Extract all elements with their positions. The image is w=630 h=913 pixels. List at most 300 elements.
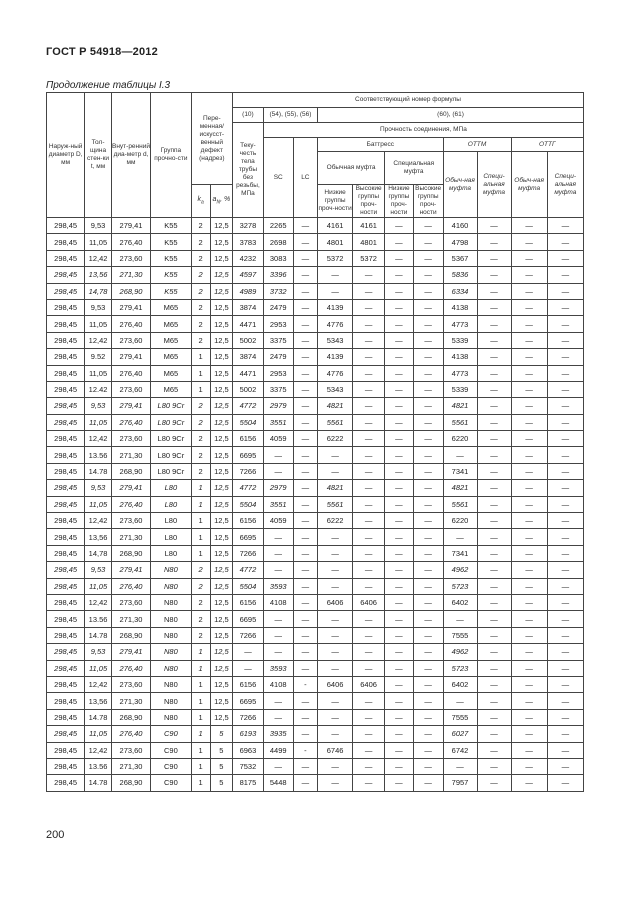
cell-ottg-regular: — (511, 676, 547, 692)
cell-inner-diameter: 268,90 (111, 463, 150, 479)
cell-wall-thickness: 11,05 (85, 234, 112, 250)
cell-yield: 7532 (233, 758, 264, 774)
cell-buttress-reg-low: 4801 (318, 234, 353, 250)
cell-wall-thickness: 9,53 (85, 562, 112, 578)
table-row (47, 447, 584, 463)
cell-yield: 6156 (233, 431, 264, 447)
cell-ottm-special: — (477, 250, 511, 266)
cell-yield: 5002 (233, 332, 264, 348)
cell-an: 12,5 (210, 611, 232, 627)
cell-ottg-special: — (547, 414, 583, 430)
table-row (47, 660, 584, 676)
header-buttress: Баттресс (318, 138, 443, 152)
cell-outer-diameter: 298,45 (47, 414, 85, 430)
cell-ka: 1 (191, 742, 210, 758)
data-table (46, 92, 584, 792)
cell-outer-diameter: 298,45 (47, 513, 85, 529)
header-buttress-regular-low: Низкие группы проч-ности (318, 185, 353, 218)
cell-ottg-special: — (547, 513, 583, 529)
cell-inner-diameter: 268,90 (111, 283, 150, 299)
header-yield-body: Теку-честь тела трубы без резьбы, МПа (233, 123, 264, 218)
cell-buttress-reg-low: — (318, 545, 353, 561)
cell-ottm-special: — (477, 332, 511, 348)
cell-ottg-regular: — (511, 299, 547, 315)
table-row (47, 594, 584, 610)
cell-strength-group: L80 9Cr (151, 463, 191, 479)
cell-strength-group: L80 (151, 480, 191, 496)
header-formula-54-56: (54), (55), (56) (263, 108, 317, 123)
cell-ottm-regular: — (443, 529, 477, 545)
cell-ottg-special: — (547, 594, 583, 610)
cell-ottm-special: — (477, 758, 511, 774)
table-row (47, 414, 584, 430)
cell-buttress-reg-low: — (318, 463, 353, 479)
table-row (47, 365, 584, 381)
cell-ottm-special: — (477, 299, 511, 315)
cell-strength-group: C90 (151, 775, 191, 791)
header-ka: $k_a$ (191, 185, 210, 218)
cell-lc: — (293, 463, 317, 479)
cell-ottm-regular: 4773 (443, 365, 477, 381)
cell-buttress-spec-high: — (413, 431, 443, 447)
cell-wall-thickness: 11,05 (85, 365, 112, 381)
cell-ottm-regular: 5836 (443, 267, 477, 283)
table-row (47, 611, 584, 627)
cell-ottg-regular: — (511, 644, 547, 660)
cell-wall-thickness: 14.78 (85, 627, 112, 643)
cell-sc: 3593 (263, 660, 293, 676)
cell-buttress-reg-low: 6746 (318, 742, 353, 758)
cell-ottm-regular: — (443, 611, 477, 627)
table-row (47, 676, 584, 692)
cell-an: 12,5 (210, 431, 232, 447)
cell-buttress-reg-high: — (353, 742, 385, 758)
cell-inner-diameter: 268,90 (111, 627, 150, 643)
cell-ottg-regular: — (511, 709, 547, 725)
cell-ottg-special: — (547, 267, 583, 283)
cell-ottg-special: — (547, 726, 583, 742)
cell-inner-diameter: 276,40 (111, 316, 150, 332)
cell-buttress-spec-low: — (385, 496, 414, 512)
cell-buttress-reg-high: 5372 (353, 250, 385, 266)
cell-inner-diameter: 268,90 (111, 545, 150, 561)
cell-buttress-reg-low: 4161 (318, 218, 353, 234)
cell-lc: — (293, 709, 317, 725)
cell-outer-diameter: 298,45 (47, 365, 85, 381)
cell-ottg-special: — (547, 775, 583, 791)
cell-ottg-regular: — (511, 578, 547, 594)
cell-an: 12,5 (210, 316, 232, 332)
cell-buttress-spec-high: — (413, 611, 443, 627)
table-row (47, 234, 584, 250)
cell-ottg-regular: — (511, 562, 547, 578)
cell-buttress-reg-low: — (318, 267, 353, 283)
cell-ottg-special: — (547, 250, 583, 266)
cell-an: 12,5 (210, 529, 232, 545)
cell-buttress-spec-low: — (385, 742, 414, 758)
cell-ottg-regular: — (511, 627, 547, 643)
cell-ottm-regular: 5723 (443, 660, 477, 676)
cell-buttress-reg-high: — (353, 611, 385, 627)
cell-ottm-regular: 6220 (443, 431, 477, 447)
cell-an: 12,5 (210, 250, 232, 266)
cell-buttress-spec-low: — (385, 299, 414, 315)
cell-buttress-reg-low: — (318, 283, 353, 299)
cell-outer-diameter: 298,45 (47, 660, 85, 676)
cell-an: 12,5 (210, 447, 232, 463)
cell-buttress-reg-high: — (353, 299, 385, 315)
cell-ottg-special: — (547, 480, 583, 496)
cell-inner-diameter: 276,40 (111, 496, 150, 512)
cell-ka: 2 (191, 627, 210, 643)
table-row (47, 513, 584, 529)
cell-strength-group: N80 (151, 578, 191, 594)
cell-buttress-reg-low: — (318, 529, 353, 545)
header-buttress-special-high: Высокие группы проч-ности (415, 185, 442, 216)
cell-lc: — (293, 693, 317, 709)
cell-sc: 3375 (263, 332, 293, 348)
cell-buttress-reg-low: 4821 (318, 480, 353, 496)
cell-outer-diameter: 298,45 (47, 496, 85, 512)
cell-ottg-regular: — (511, 349, 547, 365)
cell-ottg-special: — (547, 218, 583, 234)
cell-buttress-reg-high: — (353, 381, 385, 397)
cell-ka: 2 (191, 267, 210, 283)
cell-ottm-special: — (477, 513, 511, 529)
cell-strength-group: N80 (151, 627, 191, 643)
cell-ottm-regular: 7957 (443, 775, 477, 791)
cell-wall-thickness: 14.78 (85, 709, 112, 725)
cell-buttress-reg-high: — (353, 316, 385, 332)
cell-sc: — (263, 611, 293, 627)
cell-ottg-special: — (547, 545, 583, 561)
cell-outer-diameter: 298,45 (47, 627, 85, 643)
cell-sc: 4108 (263, 676, 293, 692)
cell-ka: 1 (191, 660, 210, 676)
cell-lc: — (293, 398, 317, 414)
header-ottm-regular: Обыч-ная муфта (443, 152, 477, 218)
table-row (47, 562, 584, 578)
cell-ka: 1 (191, 365, 210, 381)
cell-sc: 4059 (263, 513, 293, 529)
cell-outer-diameter: 298,45 (47, 398, 85, 414)
cell-ottg-special: — (547, 742, 583, 758)
cell-ottm-regular: 6220 (443, 513, 477, 529)
cell-wall-thickness: 13,56 (85, 693, 112, 709)
table-row (47, 250, 584, 266)
header-regular-coupling: Обычная муфта (318, 152, 385, 185)
cell-lc: — (293, 267, 317, 283)
cell-ottm-regular: 5339 (443, 332, 477, 348)
cell-buttress-spec-high: — (413, 234, 443, 250)
cell-ka: 2 (191, 234, 210, 250)
header-buttress-special-low: Низкие группы проч-ности (385, 185, 414, 218)
cell-wall-thickness: 14,78 (85, 283, 112, 299)
cell-buttress-spec-high: — (413, 299, 443, 315)
cell-an: 12,5 (210, 676, 232, 692)
cell-buttress-spec-high: — (413, 447, 443, 463)
cell-buttress-reg-low: — (318, 775, 353, 791)
cell-yield: 4989 (233, 283, 264, 299)
cell-buttress-reg-low: 5343 (318, 381, 353, 397)
cell-strength-group: C90 (151, 758, 191, 774)
cell-inner-diameter: 271,30 (111, 529, 150, 545)
cell-ottg-special: — (547, 496, 583, 512)
cell-buttress-reg-high: — (353, 775, 385, 791)
cell-yield: 6963 (233, 742, 264, 758)
cell-buttress-spec-low: — (385, 283, 414, 299)
cell-wall-thickness: 9,53 (85, 299, 112, 315)
table-row (47, 267, 584, 283)
cell-ottg-special: — (547, 676, 583, 692)
cell-buttress-reg-low: 5561 (318, 496, 353, 512)
cell-inner-diameter: 268,90 (111, 709, 150, 725)
cell-outer-diameter: 298,45 (47, 726, 85, 742)
cell-ka: 1 (191, 480, 210, 496)
cell-ottm-special: — (477, 218, 511, 234)
cell-wall-thickness: 12,42 (85, 594, 112, 610)
cell-inner-diameter: 279,41 (111, 480, 150, 496)
cell-outer-diameter: 298,45 (47, 250, 85, 266)
cell-buttress-spec-high: — (413, 709, 443, 725)
cell-strength-group: N80 (151, 660, 191, 676)
cell-an: 12,5 (210, 594, 232, 610)
cell-sc: 2979 (263, 398, 293, 414)
cell-buttress-spec-low: — (385, 513, 414, 529)
cell-buttress-spec-high: — (413, 693, 443, 709)
cell-yield: 3874 (233, 349, 264, 365)
cell-buttress-reg-low: 5343 (318, 332, 353, 348)
cell-wall-thickness: 12,42 (85, 513, 112, 529)
cell-strength-group: M65 (151, 381, 191, 397)
cell-lc: - (293, 742, 317, 758)
cell-lc: — (293, 365, 317, 381)
cell-ottg-special: — (547, 431, 583, 447)
cell-buttress-reg-low: 5372 (318, 250, 353, 266)
cell-strength-group: L80 9Cr (151, 431, 191, 447)
cell-ottm-special: — (477, 447, 511, 463)
cell-buttress-spec-high: — (413, 726, 443, 742)
cell-an: 5 (210, 726, 232, 742)
cell-ottm-regular: 4821 (443, 398, 477, 414)
cell-lc: — (293, 349, 317, 365)
cell-yield: 4471 (233, 365, 264, 381)
cell-buttress-reg-low: 4821 (318, 398, 353, 414)
cell-ottm-regular: 7555 (443, 627, 477, 643)
cell-outer-diameter: 298,45 (47, 758, 85, 774)
cell-buttress-reg-high: — (353, 496, 385, 512)
page-number: 200 (46, 829, 65, 841)
cell-outer-diameter: 298,45 (47, 693, 85, 709)
cell-sc: — (263, 709, 293, 725)
cell-outer-diameter: 298,45 (47, 529, 85, 545)
cell-wall-thickness: 12,42 (85, 250, 112, 266)
cell-an: 12,5 (210, 660, 232, 676)
cell-ottm-special: — (477, 283, 511, 299)
cell-an: 12,5 (210, 644, 232, 660)
cell-ottg-special: — (547, 463, 583, 479)
cell-ottm-special: — (477, 267, 511, 283)
cell-an: 12,5 (210, 513, 232, 529)
cell-buttress-reg-high: — (353, 562, 385, 578)
cell-an: 12,5 (210, 627, 232, 643)
cell-ottm-regular: 6402 (443, 594, 477, 610)
cell-buttress-spec-low: — (385, 693, 414, 709)
cell-buttress-spec-low: — (385, 381, 414, 397)
cell-an: 12,5 (210, 562, 232, 578)
cell-strength-group: K55 (151, 267, 191, 283)
cell-strength-group: L80 9Cr (151, 447, 191, 463)
cell-buttress-reg-low: — (318, 644, 353, 660)
cell-buttress-spec-high: — (413, 545, 443, 561)
cell-ka: 1 (191, 496, 210, 512)
cell-buttress-spec-low: — (385, 676, 414, 692)
cell-an: 12,5 (210, 578, 232, 594)
header-ottg-special: Специ-альная муфта (547, 152, 583, 218)
cell-yield: 7266 (233, 709, 264, 725)
cell-buttress-reg-high: — (353, 513, 385, 529)
cell-ottm-special: — (477, 234, 511, 250)
table-row (47, 299, 584, 315)
cell-ottg-regular: — (511, 332, 547, 348)
cell-buttress-spec-low: — (385, 234, 414, 250)
cell-yield: 3278 (233, 218, 264, 234)
cell-buttress-spec-low: — (385, 398, 414, 414)
cell-buttress-spec-low: — (385, 365, 414, 381)
cell-buttress-spec-low: — (385, 775, 414, 791)
cell-outer-diameter: 298,45 (47, 545, 85, 561)
cell-strength-group: N80 (151, 709, 191, 725)
cell-buttress-spec-high: — (413, 463, 443, 479)
cell-wall-thickness: 13,56 (85, 529, 112, 545)
cell-ottm-regular: 5339 (443, 381, 477, 397)
cell-ottg-special: — (547, 644, 583, 660)
cell-ottm-special: — (477, 365, 511, 381)
cell-buttress-spec-low: — (385, 578, 414, 594)
cell-buttress-reg-high: 6406 (353, 594, 385, 610)
cell-strength-group: N80 (151, 562, 191, 578)
cell-yield: — (233, 660, 264, 676)
cell-outer-diameter: 298,45 (47, 775, 85, 791)
cell-buttress-spec-low: — (385, 562, 414, 578)
cell-buttress-reg-low: — (318, 578, 353, 594)
cell-ottm-special: — (477, 594, 511, 610)
cell-inner-diameter: 279,41 (111, 349, 150, 365)
cell-an: 12,5 (210, 545, 232, 561)
cell-inner-diameter: 276,40 (111, 660, 150, 676)
cell-lc: — (293, 529, 317, 545)
cell-strength-group: L80 (151, 545, 191, 561)
cell-buttress-reg-high: — (353, 349, 385, 365)
table-row (47, 480, 584, 496)
cell-outer-diameter: 298,45 (47, 562, 85, 578)
header-sc: SC (263, 138, 293, 218)
cell-ottm-regular: 5561 (443, 414, 477, 430)
cell-ottg-special: — (547, 758, 583, 774)
header-inner-diameter: Внут-ренний диа-метр d, мм (111, 93, 150, 218)
cell-ottm-special: — (477, 463, 511, 479)
cell-an: 12,5 (210, 414, 232, 430)
cell-lc: — (293, 332, 317, 348)
cell-wall-thickness: 9,53 (85, 644, 112, 660)
cell-an: 12,5 (210, 299, 232, 315)
cell-buttress-reg-high: — (353, 578, 385, 594)
cell-outer-diameter: 298,45 (47, 709, 85, 725)
cell-wall-thickness: 11,05 (85, 316, 112, 332)
cell-strength-group: C90 (151, 742, 191, 758)
cell-outer-diameter: 298,45 (47, 431, 85, 447)
cell-ottg-regular: — (511, 513, 547, 529)
cell-an: 12,5 (210, 693, 232, 709)
cell-strength-group: L80 (151, 496, 191, 512)
cell-ottg-regular: — (511, 594, 547, 610)
cell-an: 12,5 (210, 480, 232, 496)
cell-lc: — (293, 660, 317, 676)
cell-sc: 3935 (263, 726, 293, 742)
cell-ottm-regular: — (443, 447, 477, 463)
cell-buttress-reg-high: — (353, 283, 385, 299)
cell-buttress-reg-high: — (353, 627, 385, 643)
cell-buttress-spec-high: — (413, 594, 443, 610)
cell-buttress-reg-low: — (318, 562, 353, 578)
cell-lc: — (293, 758, 317, 774)
cell-inner-diameter: 276,40 (111, 578, 150, 594)
cell-wall-thickness: 9,53 (85, 218, 112, 234)
cell-buttress-spec-high: — (413, 480, 443, 496)
cell-sc: — (263, 562, 293, 578)
cell-sc: 2953 (263, 316, 293, 332)
cell-inner-diameter: 273,60 (111, 742, 150, 758)
cell-inner-diameter: 268,90 (111, 775, 150, 791)
cell-yield: 7266 (233, 545, 264, 561)
cell-buttress-reg-low: — (318, 726, 353, 742)
cell-an: 12,5 (210, 365, 232, 381)
cell-sc: — (263, 627, 293, 643)
cell-ottm-special: — (477, 414, 511, 430)
cell-ottg-regular: — (511, 283, 547, 299)
cell-yield: 6156 (233, 594, 264, 610)
cell-strength-group: M65 (151, 332, 191, 348)
header-ottm-special: Специ-альная муфта (477, 152, 511, 218)
cell-inner-diameter: 271,30 (111, 693, 150, 709)
cell-inner-diameter: 273,60 (111, 431, 150, 447)
table-row (47, 496, 584, 512)
cell-ottg-regular: — (511, 480, 547, 496)
cell-ottg-regular: — (511, 381, 547, 397)
cell-outer-diameter: 298,45 (47, 463, 85, 479)
cell-sc: 2953 (263, 365, 293, 381)
cell-outer-diameter: 298,45 (47, 299, 85, 315)
cell-strength-group: L80 (151, 529, 191, 545)
header-wall-thickness: Тол-щина стен-ки t, мм (85, 93, 112, 218)
table-row (47, 349, 584, 365)
cell-inner-diameter: 276,40 (111, 414, 150, 430)
cell-buttress-spec-low: — (385, 316, 414, 332)
cell-wall-thickness: 13.56 (85, 447, 112, 463)
header-strength-group: Группа прочно-сти (151, 93, 191, 218)
table-row (47, 627, 584, 643)
cell-ka: 2 (191, 463, 210, 479)
cell-ottg-regular: — (511, 726, 547, 742)
cell-outer-diameter: 298,45 (47, 381, 85, 397)
cell-ka: 2 (191, 299, 210, 315)
cell-ottm-special: — (477, 611, 511, 627)
table-body (47, 218, 584, 792)
cell-yield: 6695 (233, 611, 264, 627)
cell-inner-diameter: 273,60 (111, 676, 150, 692)
cell-ottg-special: — (547, 234, 583, 250)
header-formula-number: Соответствующий номер формулы (233, 93, 584, 108)
